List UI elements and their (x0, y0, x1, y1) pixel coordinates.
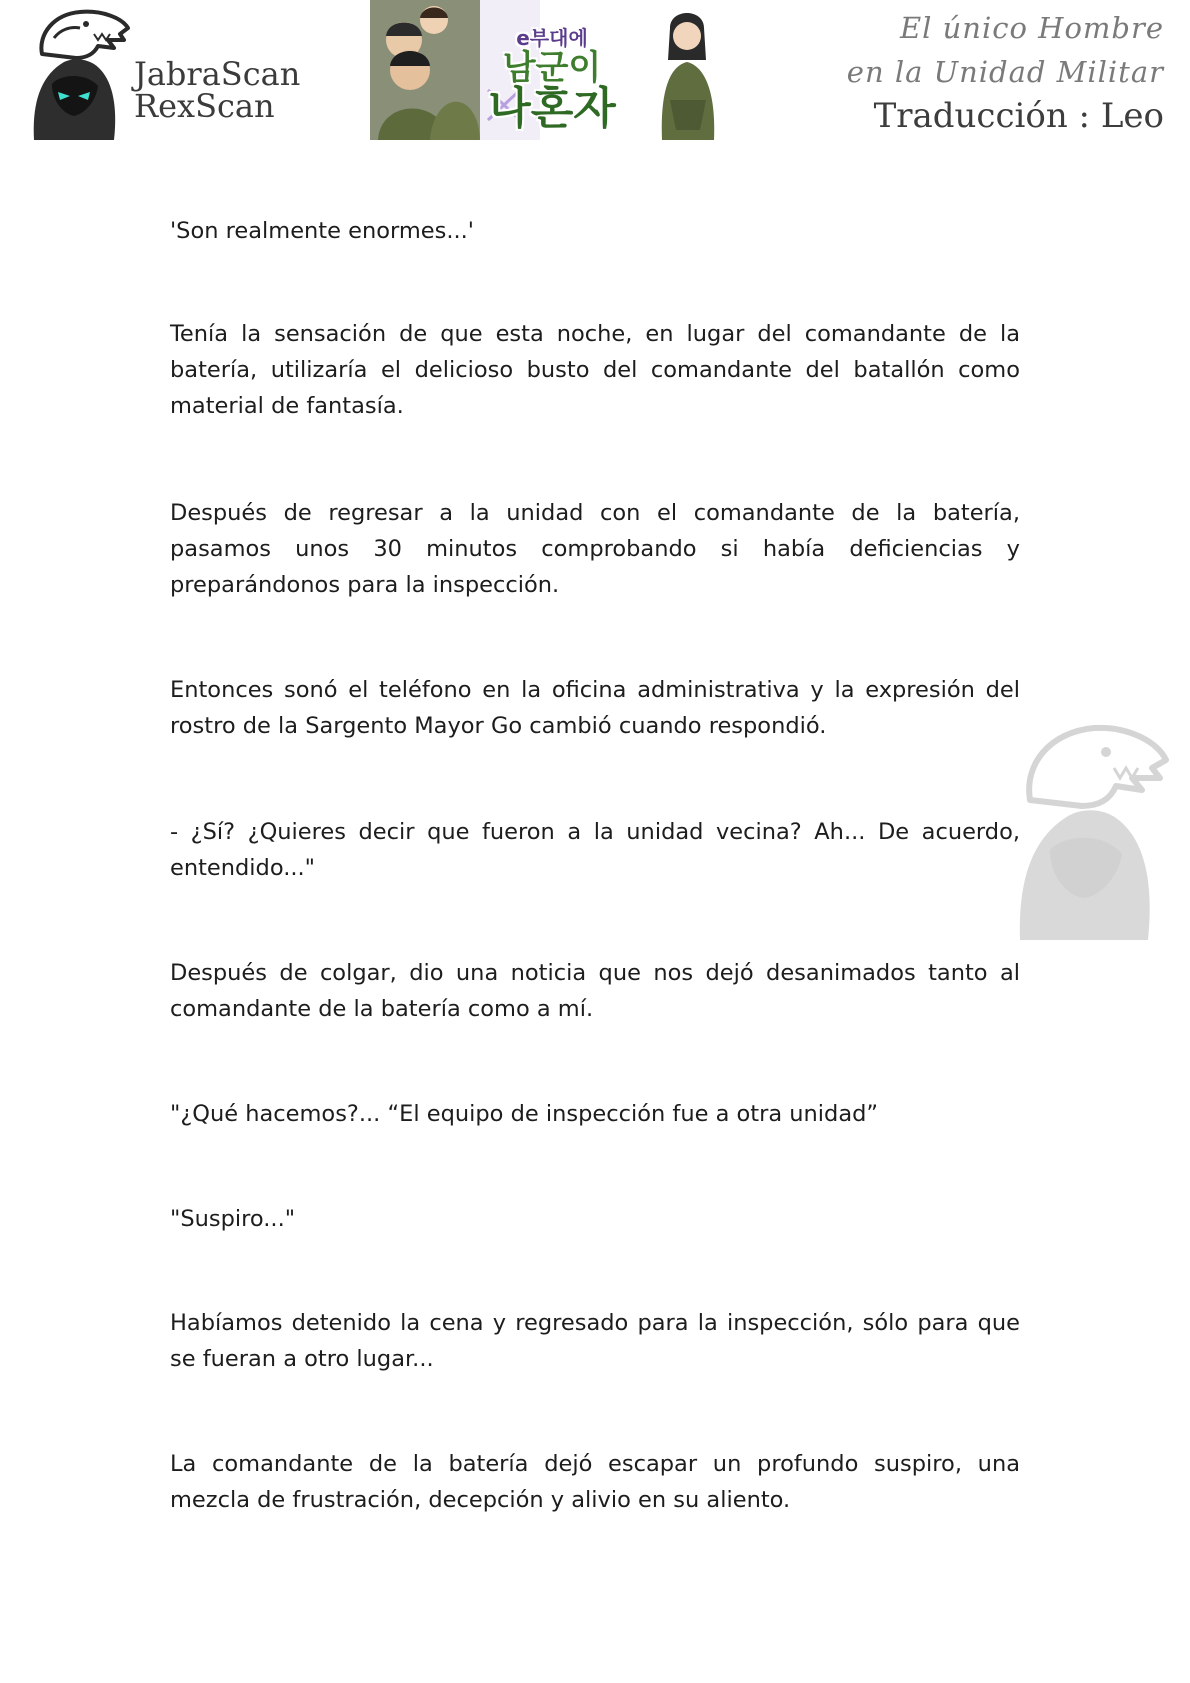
dinosaur-watermark-icon (1010, 720, 1170, 940)
paragraph: "Suspiro..." (170, 1205, 296, 1232)
paragraph: Tenía la sensación de que esta noche, en lugar del comandante de la batería, utilizaría el delicioso busto del comandante del batallón como material de fantasía. (170, 320, 1020, 419)
series-banner (370, 0, 730, 140)
dinosaur-logo-icon (24, 4, 136, 140)
paragraph: Habíamos detenido la cena y regresado para la inspección, sólo para que se fueran a otro lugar... (170, 1309, 1020, 1372)
paragraph: 'Son realmente enormes...' (170, 217, 474, 244)
korean-title-line2: 남군이 (502, 48, 602, 88)
series-title-block (847, 6, 1164, 138)
paragraph: La comandante de la batería dejó escapar un profundo suspiro, una mezcla de frustración, decepción y alivio en su aliento. (170, 1450, 1020, 1513)
page-header (0, 0, 1190, 150)
translator-credit: Traducción : Leo (873, 96, 1164, 136)
korean-title-line3: 나혼자 (488, 83, 616, 134)
paragraph: Después de regresar a la unidad con el comandante de la batería, pasamos unos 30 minutos comprobando si había deficiencias y preparándonos para la inspección. (170, 499, 1020, 598)
korean-series-title (472, 26, 632, 132)
paragraph: "¿Qué hacemos?... “El equipo de inspección fue a otra unidad” (170, 1100, 879, 1127)
series-title-line1: El único Hombre (899, 11, 1164, 45)
scan-group-name (134, 55, 301, 125)
group-name-line2: RexScan (134, 87, 275, 125)
series-title-line2: en la Unidad Militar (846, 55, 1164, 89)
paragraph: Después de colgar, dio una noticia que nos dejó desanimados tanto al comandante de la batería como a mí. (170, 959, 1020, 1022)
paragraph: Entonces sonó el teléfono en la oficina administrativa y la expresión del rostro de la Sargento Mayor Go cambió cuando respondió. (170, 676, 1020, 739)
paragraph: - ¿Sí? ¿Quieres decir que fueron a la unidad vecina? Ah... De acuerdo, entendido..." (170, 818, 1020, 881)
group-name-line1: JabraScan (134, 55, 301, 93)
korean-title-line1: e부대에 (516, 26, 588, 50)
